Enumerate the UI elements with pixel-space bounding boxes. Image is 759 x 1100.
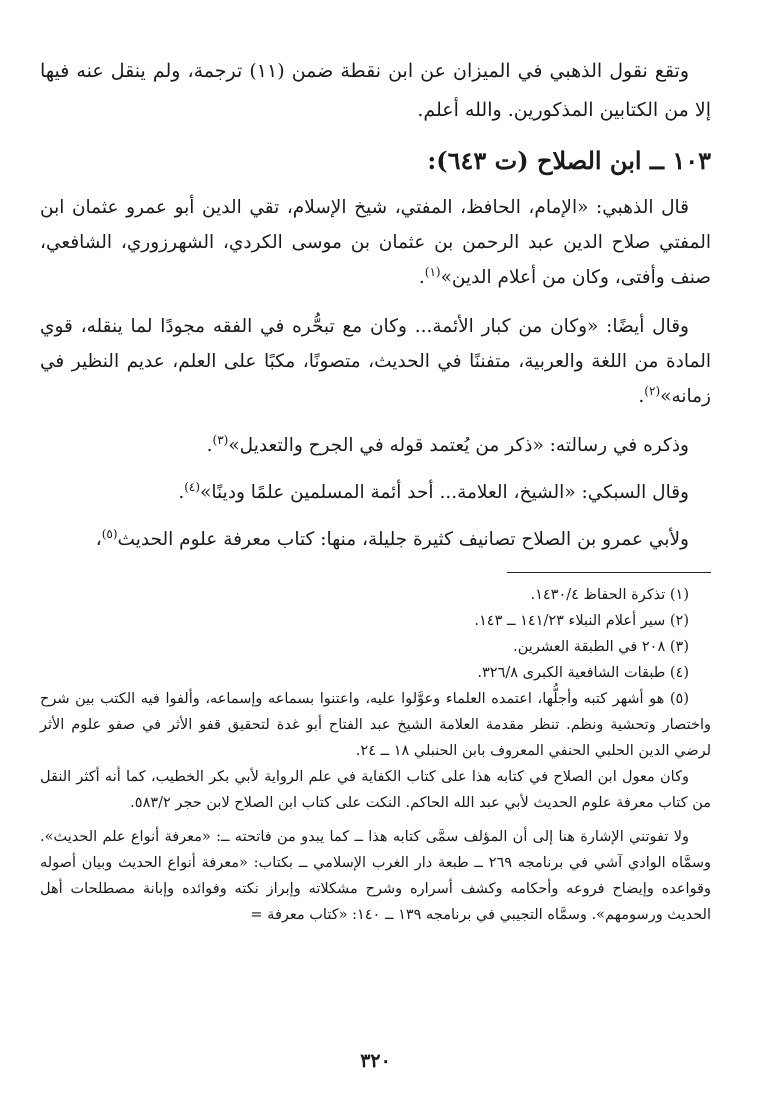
risala-mention-paragraph [40,428,711,463]
footnote-ref-3[interactable]: (٣) [212,432,229,447]
footnote-5-continuation: ولا تفوتني الإشارة هنا إلى أن المؤلف سمَّى كتابه هذا ــ كما يبدو من فاتحته ــ: «معرفة أنواع علم الحديث». وسمَّاه الوادي آشي في برنامجه ٢٦٩ ــ طبعة دار الغرب الإسلامي ــ بكتاب: «معرفة أنواع الحديث وبيان أصوله وقواعده وإيضاح فروعه وأحكامه وكشف أسراره وشرح مشكلاته وإبراز نكته وفوائده وإبانة مصطلحات أهل الحديث ورسومهم». وسمَّاه التجيبي في برنامجه ١٣٩ ــ ١٤٠: «كتاب معرفة = [40,829,711,923]
footnote-divider [507,572,711,573]
paragraph-text: قال الذهبي: «الإمام، الحافظ، المفتي، شيخ الإسلام، تقي الدين أبو عمرو عثمان ابن المفتي صلاح الدين عبد الرحمن بن عثمان بن موسى الكردي، الشهرزوري، الشافعي، صنف وأفتى، وكان من أعلام الدين» [40,197,711,288]
footnote-5-continuation: وكان معول ابن الصلاح في كتابه هذا على كتاب الكفاية في علم الرواية لأبي بكر الخطيب، كما أنه أكثر النقل من كتاب معرفة علوم الحديث لأبي عبد الله الحاكم. النكت على كتاب ابن الصلاح لابن حجر ٥٨٣/٢. [40,769,711,811]
works-paragraph [40,522,711,557]
intro-paragraph: وتقع نقول الذهبي في الميزان عن ابن نقطة ضمن (١١) ترجمة، ولم ينقل عنه فيها إلا من الكتابين المذكورين. والله أعلم. [40,60,711,121]
footnote-5: (٥) هو أشهر كتبه وأجلُّها، اعتمده العلماء وعوَّلوا عليه، واعتنوا بسماعه وإسماعه، وألفوا فيه الكتب بين شرح واختصار وتحشية ونظم. تنظر مقدمة العلامة الشيخ عبد الفتاح أبو غدة لتحقيق قفو الأثر في صفو علوم الأثر لرضي الدين الحلبي الحنفي المعروف بابن الحنبلي ١٨ ــ ٢٤. [40,691,711,759]
footnote-ref-1[interactable]: (١) [424,264,441,279]
footnote-ref-5[interactable]: (٥) [101,526,118,541]
footnote-4: (٤) طبقات الشافعية الكبرى ٣٢٦/٨. [477,665,689,681]
paragraph-end: ، [95,529,102,550]
footnote-ref-2[interactable]: (٢) [644,383,661,398]
paragraph-text: وقال السبكي: «الشيخ، العلامة... أحد أئمة المسلمين علمًا ودينًا» [200,482,689,503]
dhahabi-second-quote-paragraph [40,309,711,414]
paragraph-text: وقال أيضًا: «وكان من كبار الأئمة... وكان مع تبحُّره في الفقه مجودًا لما ينقله، قوي المادة من اللغة والعربية، متفننًا في الحديث، متصونًا، مكبًا على العلم، عديم النظير في زمانه» [40,316,711,407]
paragraph-end: . [206,435,213,456]
paragraph-text: ولأبي عمرو بن الصلاح تصانيف كثيرة جليلة، منها: كتاب معرفة علوم الحديث [117,529,689,550]
footnote-1: (١) تذكرة الحفاظ ١٤٣٠/٤. [530,587,689,603]
footnotes [40,582,711,928]
book-page [40,0,711,1100]
subki-quote-paragraph [40,475,711,510]
dhahabi-quote-paragraph [40,190,711,295]
section-heading: ١٠٣ ــ ابن الصلاح (ت ٦٤٣): [427,146,711,175]
paragraph-end: . [638,386,645,407]
paragraph-text: وذكره في رسالته: «ذكر من يُعتمد قوله في الجرح والتعديل» [228,435,689,456]
footnote-3: (٣) ٢٠٨ في الطبقة العشرين. [513,639,689,655]
main-text [40,190,711,571]
paragraph-end: . [418,267,425,288]
footnote-2: (٢) سير أعلام النبلاء ١٤١/٢٣ ــ ١٤٣. [474,613,689,629]
footnote-ref-4[interactable]: (٤) [184,479,201,494]
page-number: ٣٢٠ [360,1050,391,1072]
paragraph-end: . [178,482,185,503]
